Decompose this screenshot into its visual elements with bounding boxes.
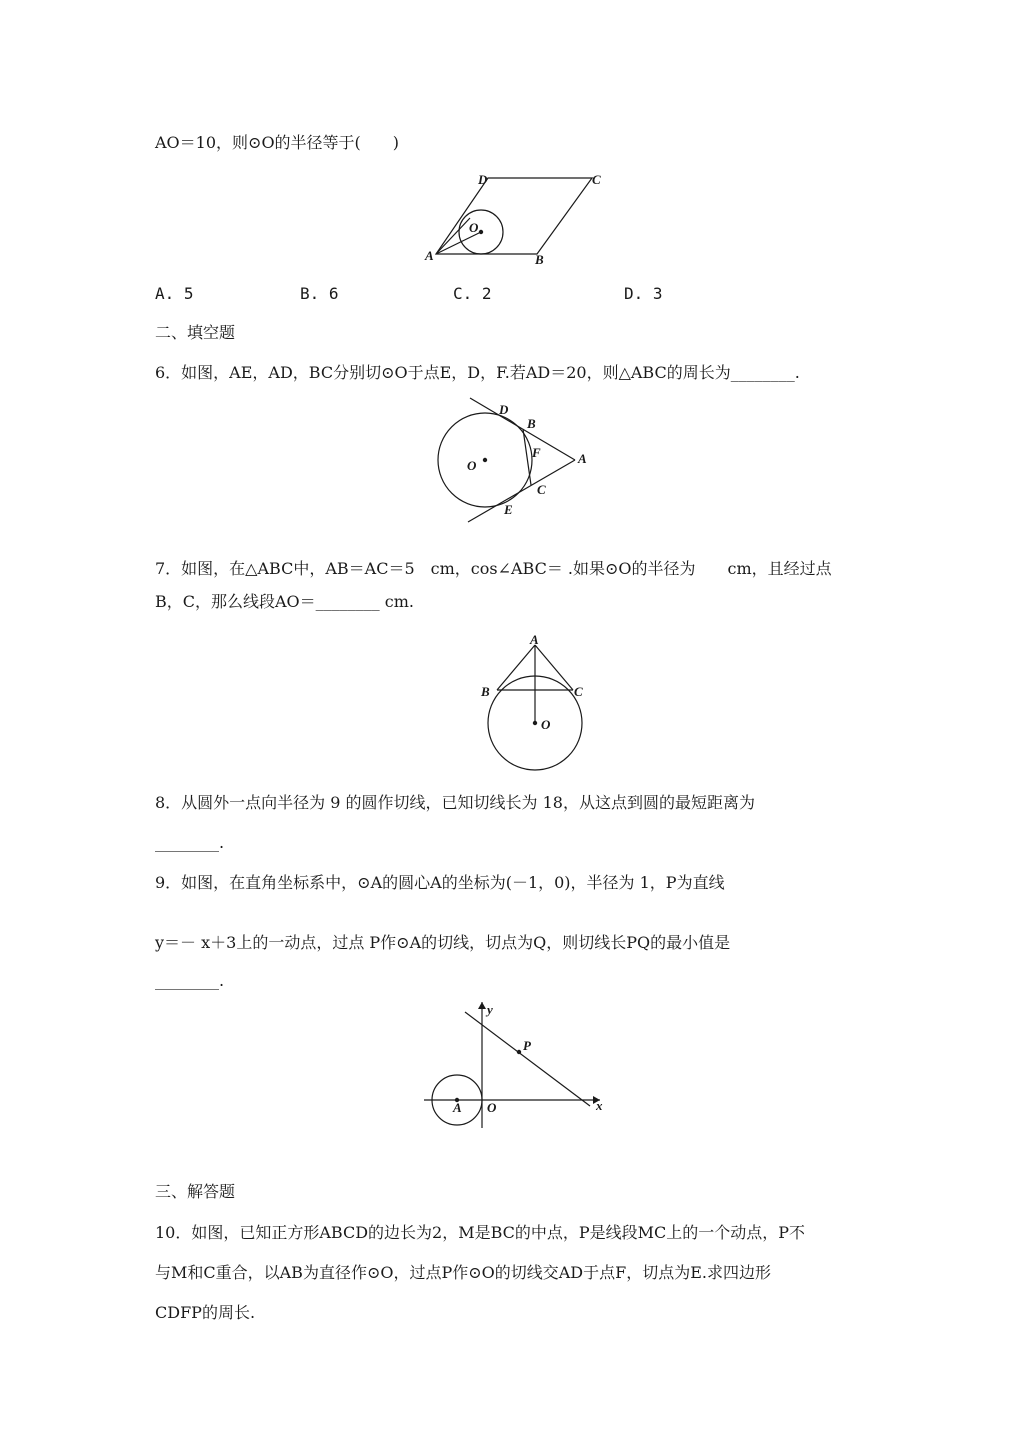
q6-tangent-bc xyxy=(523,429,531,485)
q7-line1: 7．如图，在△ABC中，AB＝AC＝5 cm，cos∠ABC＝ .如果⊙O的半径为 cm，且经过点 xyxy=(155,559,832,578)
section-fill-in-title: 二、填空题 xyxy=(155,323,236,342)
q9-line2: y＝－ x＋3上的一动点，过点 P作⊙A的切线，切点为Q，则切线长PQ的最小值是 xyxy=(155,933,731,952)
q6-label-o: O xyxy=(467,458,477,473)
q9-label-y: y xyxy=(487,1002,493,1017)
q10-line3: CDFP的周长. xyxy=(155,1303,256,1322)
q5-label-c: C xyxy=(592,172,601,187)
q6-label-b: B xyxy=(527,416,536,431)
q9-label-o: O xyxy=(487,1100,497,1115)
q6-figure xyxy=(430,396,600,526)
q6-center-point xyxy=(483,458,487,462)
section-solve-title: 三、解答题 xyxy=(155,1182,236,1201)
q9-line3: ________. xyxy=(155,971,225,990)
q5-center-point xyxy=(479,230,483,234)
q5-tangent-line xyxy=(436,218,470,254)
q9-line1: 9．如图，在直角坐标系中，⊙A的圆心A的坐标为(－1，0)，半径为 1，P为直线 xyxy=(155,873,725,892)
q10-line2: 与M和C重合，以AB为直径作⊙O，过点P作⊙O的切线交AD于点F，切点为E.求四边形 xyxy=(155,1263,772,1282)
q7-label-c: C xyxy=(574,684,583,699)
q5-label-b: B xyxy=(535,252,544,267)
q8-line1: 8．从圆外一点向半径为 9 的圆作切线，已知切线长为 18，从这点到圆的最短距离为 xyxy=(155,793,755,812)
q9-label-p: P xyxy=(523,1038,531,1053)
q7-center-point xyxy=(533,721,537,725)
q9-figure xyxy=(420,996,620,1132)
q5-label-o: O xyxy=(469,220,479,235)
q6-tangent-ad xyxy=(470,398,575,460)
q7-figure xyxy=(478,632,598,792)
q10-line1: 10．如图，已知正方形ABCD的边长为2，M是BC的中点，P是线段MC上的一个动点，P不 xyxy=(155,1223,806,1242)
q6-label-d: D xyxy=(499,402,509,417)
q6-label-f: F xyxy=(532,445,541,460)
q9-y-arrow xyxy=(478,1002,486,1009)
q9-point-p xyxy=(517,1050,521,1054)
q5-figure xyxy=(420,168,620,268)
q7-side-ab xyxy=(497,645,535,690)
q6-label-a: A xyxy=(578,451,587,466)
q6-label-c: C xyxy=(537,482,546,497)
q8-line2: ________. xyxy=(155,833,225,852)
q7-label-a: A xyxy=(530,632,539,647)
q5-option-d[interactable]: D. 3 xyxy=(624,284,663,303)
q7-label-b: B xyxy=(481,684,490,699)
q9-line-y xyxy=(465,1012,590,1106)
q7-label-o: O xyxy=(541,717,551,732)
q7-line2: B，C，那么线段AO＝________ cm. xyxy=(155,592,414,611)
q6-text: 6．如图，AE，AD，BC分别切⊙O于点E，D，F.若AD＝20，则△ABC的周长为________. xyxy=(155,363,800,382)
q9-label-a: A xyxy=(453,1100,462,1115)
q6-tangent-ae xyxy=(468,460,575,522)
q5-label-d: D xyxy=(478,172,488,187)
q7-side-ac xyxy=(535,645,573,690)
q5-option-c[interactable]: C. 2 xyxy=(453,284,492,303)
q5-segment-ao xyxy=(436,232,481,254)
q9-label-x: x xyxy=(596,1098,603,1113)
q5-option-b[interactable]: B. 6 xyxy=(300,284,339,303)
q5-stem-tail: AO＝10，则⊙O的半径等于( ) xyxy=(155,133,400,152)
q5-label-a: A xyxy=(425,248,434,263)
q6-label-e: E xyxy=(504,502,513,517)
q5-option-a[interactable]: A. 5 xyxy=(155,284,194,303)
